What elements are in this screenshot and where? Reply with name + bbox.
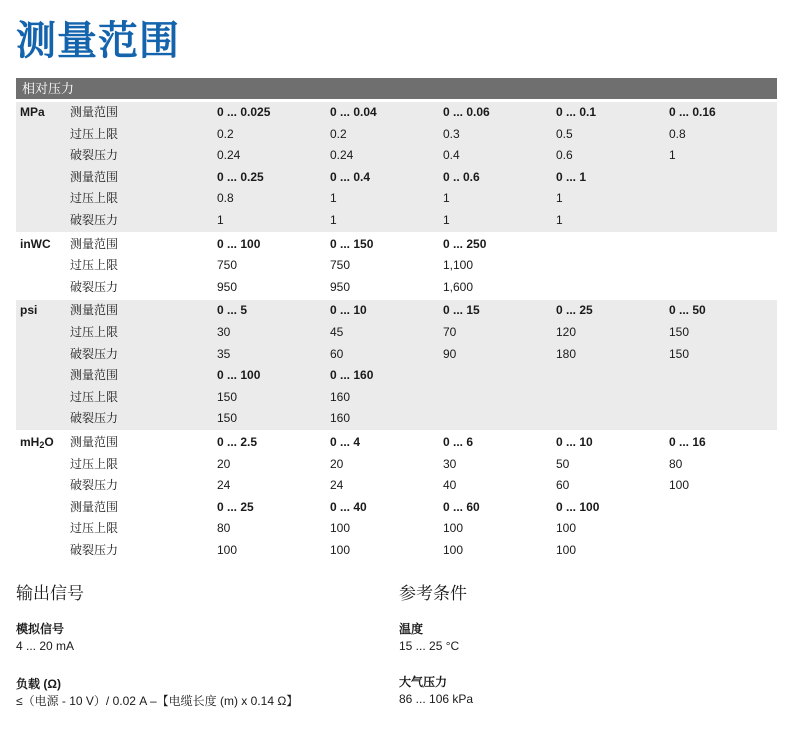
table-cell: 100 xyxy=(217,542,238,557)
table-cell: 0 ... 25 xyxy=(556,303,593,318)
table-cell: 24 xyxy=(330,478,344,493)
table-cell: 0.4 xyxy=(443,148,460,163)
row-label: 过压上限 xyxy=(70,456,119,471)
table-row xyxy=(16,277,777,299)
table-cell: 0 ... 160 xyxy=(330,368,374,383)
table-row xyxy=(16,475,777,497)
temperature-block xyxy=(399,621,759,655)
table-cell: 35 xyxy=(217,346,231,361)
reference-conditions-section xyxy=(399,583,759,727)
table-cell: 100 xyxy=(443,542,464,557)
table-cell: 0 ... 0.25 xyxy=(217,169,264,184)
table-cell: 0 ... 15 xyxy=(443,303,480,318)
output-signal-heading: 输出信号 xyxy=(16,584,84,603)
unit-group-mpa xyxy=(16,102,777,232)
table-row xyxy=(16,234,777,256)
table-cell: 80 xyxy=(669,456,683,471)
atmospheric-pressure-block xyxy=(399,674,759,708)
table-cell: 60 xyxy=(556,478,570,493)
table-cell: 150 xyxy=(217,389,238,404)
table-cell: 0 ... 0.1 xyxy=(556,105,597,119)
table-cell: 24 xyxy=(217,478,231,493)
table-cell: 0 .. 0.6 xyxy=(443,169,480,184)
table-cell: 70 xyxy=(443,324,457,339)
table-cell: 160 xyxy=(330,411,351,426)
row-label: 过压上限 xyxy=(70,191,119,206)
row-label: 破裂压力 xyxy=(70,411,119,426)
row-label: 测量范围 xyxy=(70,105,119,119)
table-cell: 0.5 xyxy=(556,126,573,141)
table-cell: 0.2 xyxy=(217,126,234,141)
table-row xyxy=(16,408,777,430)
section-header-relative-pressure: 相对压力 xyxy=(16,78,777,99)
table-cell: 750 xyxy=(330,258,351,273)
table-cell: 60 xyxy=(330,346,344,361)
table-cell: 100 xyxy=(330,521,351,536)
table-cell: 0.8 xyxy=(669,126,686,141)
table-cell: 1 xyxy=(217,212,224,227)
table-cell: 0 ... 5 xyxy=(217,303,248,318)
table-cell: 0 ... 16 xyxy=(669,434,706,449)
table-cell: 1,100 xyxy=(443,258,474,273)
table-cell: 750 xyxy=(217,258,238,273)
table-cell: 30 xyxy=(217,324,231,339)
table-row xyxy=(16,454,777,476)
table-row xyxy=(16,387,777,409)
table-cell: 0 ... 0.06 xyxy=(443,105,490,119)
table-cell: 0 ... 6 xyxy=(443,434,474,449)
table-cell: 100 xyxy=(556,542,577,557)
table-cell: 150 xyxy=(669,324,690,339)
table-cell: 1 xyxy=(330,212,337,227)
table-cell: 1 xyxy=(669,148,676,163)
table-cell: 0 ... 25 xyxy=(217,499,254,514)
row-label: 破裂压力 xyxy=(70,212,119,227)
table-cell: 100 xyxy=(669,478,690,493)
table-cell: 0 ... 0.16 xyxy=(669,105,716,119)
table-row xyxy=(16,188,777,210)
unit-group-inwc xyxy=(16,234,777,299)
table-cell: 160 xyxy=(330,389,351,404)
atmospheric-pressure-value: 86 ... 106 kPa xyxy=(399,692,474,706)
output-signal-section xyxy=(16,583,376,731)
atmospheric-pressure-label: 大气压力 xyxy=(399,675,448,689)
table-row xyxy=(16,124,777,146)
row-label: 破裂压力 xyxy=(70,478,119,493)
table-cell: 100 xyxy=(556,521,577,536)
row-label: 破裂压力 xyxy=(70,148,119,163)
table-cell: 0.24 xyxy=(330,148,354,163)
table-row xyxy=(16,432,777,454)
reference-conditions-heading: 参考条件 xyxy=(399,584,467,603)
table-cell: 1 xyxy=(443,212,450,227)
row-label: 破裂压力 xyxy=(70,346,119,361)
table-cell: 0.8 xyxy=(217,191,234,206)
analog-signal-block xyxy=(16,621,376,655)
load-label: 负载 (Ω) xyxy=(16,677,61,691)
table-cell: 0 ... 10 xyxy=(556,434,593,449)
row-label: 过压上限 xyxy=(70,521,119,536)
table-cell: 0 ... 100 xyxy=(556,499,600,514)
table-cell: 0 ... 40 xyxy=(330,499,367,514)
table-cell: 1 xyxy=(443,191,450,206)
row-label: 过压上限 xyxy=(70,389,119,404)
table-cell: 0 ... 10 xyxy=(330,303,367,318)
table-cell: 950 xyxy=(217,279,238,294)
table-cell: 20 xyxy=(330,456,344,471)
table-cell: 1 xyxy=(556,212,563,227)
table-cell: 90 xyxy=(443,346,457,361)
analog-signal-value: 4 ... 20 mA xyxy=(16,639,75,653)
unit-label: MPa xyxy=(20,105,45,119)
table-row xyxy=(16,540,777,562)
table-cell: 1 xyxy=(556,191,563,206)
table-cell: 0 ... 100 xyxy=(217,236,261,251)
row-label: 测量范围 xyxy=(70,434,119,449)
table-cell: 1 xyxy=(330,191,337,206)
table-cell: 30 xyxy=(443,456,457,471)
unit-group-mh2o xyxy=(16,432,777,562)
table-cell: 0 ... 60 xyxy=(443,499,480,514)
table-row xyxy=(16,102,777,124)
table-row xyxy=(16,210,777,232)
table-cell: 0 ... 2.5 xyxy=(217,434,258,449)
table-row xyxy=(16,167,777,189)
table-cell: 180 xyxy=(556,346,577,361)
table-cell: 0 ... 150 xyxy=(330,236,374,251)
table-row xyxy=(16,497,777,519)
unit-label: psi xyxy=(20,303,38,318)
table-row xyxy=(16,344,777,366)
table-cell: 45 xyxy=(330,324,344,339)
table-cell: 100 xyxy=(443,521,464,536)
row-label: 破裂压力 xyxy=(70,542,119,557)
table-cell: 150 xyxy=(669,346,690,361)
page-title: 测量范围 xyxy=(16,19,180,63)
table-cell: 0.3 xyxy=(443,126,460,141)
row-label: 测量范围 xyxy=(70,368,119,383)
table-cell: 0 ... 0.025 xyxy=(217,105,271,119)
table-cell: 100 xyxy=(330,542,351,557)
table-cell: 0 ... 100 xyxy=(217,368,261,383)
row-label: 过压上限 xyxy=(70,258,119,273)
row-label: 过压上限 xyxy=(70,126,119,141)
table-cell: 0 ... 0.4 xyxy=(330,169,371,184)
table-row xyxy=(16,322,777,344)
table-cell: 0.6 xyxy=(556,148,573,163)
row-label: 过压上限 xyxy=(70,324,119,339)
analog-signal-label: 模拟信号 xyxy=(16,622,65,636)
load-block xyxy=(16,676,376,710)
table-row xyxy=(16,300,777,322)
unit-group-psi xyxy=(16,300,777,430)
table-row xyxy=(16,365,777,387)
table-row xyxy=(16,255,777,277)
table-row xyxy=(16,145,777,167)
table-row xyxy=(16,518,777,540)
row-label: 测量范围 xyxy=(70,236,119,251)
table-cell: 20 xyxy=(217,456,231,471)
load-formula: ≤（电源 - 10 V）/ 0.02 A –【电缆长度 (m) x 0.14 Ω】 xyxy=(16,694,299,708)
row-label: 破裂压力 xyxy=(70,279,119,294)
table-cell: 80 xyxy=(217,521,231,536)
table-cell: 0.2 xyxy=(330,126,347,141)
row-label: 测量范围 xyxy=(70,499,119,514)
table-cell: 950 xyxy=(330,279,351,294)
row-label: 测量范围 xyxy=(70,169,119,184)
table-cell: 40 xyxy=(443,478,457,493)
unit-label: $mH_2O$ xyxy=(20,434,54,450)
table-cell: 150 xyxy=(217,411,238,426)
table-cell: 50 xyxy=(556,456,570,471)
temperature-value: 15 ... 25 °C xyxy=(399,639,460,653)
row-label: 测量范围 xyxy=(70,303,119,318)
table-cell: 120 xyxy=(556,324,577,339)
table-cell: 0 ... 250 xyxy=(443,236,487,251)
unit-label: inWC xyxy=(20,236,51,251)
table-cell: 0 ... 1 xyxy=(556,169,587,184)
table-cell: 0 ... 4 xyxy=(330,434,361,449)
temperature-label: 温度 xyxy=(399,622,424,636)
measuring-range-table xyxy=(16,102,777,561)
table-cell: 0 ... 0.04 xyxy=(330,105,377,119)
table-cell: 0 ... 50 xyxy=(669,303,706,318)
table-cell: 1,600 xyxy=(443,279,474,294)
table-cell: 0.24 xyxy=(217,148,241,163)
